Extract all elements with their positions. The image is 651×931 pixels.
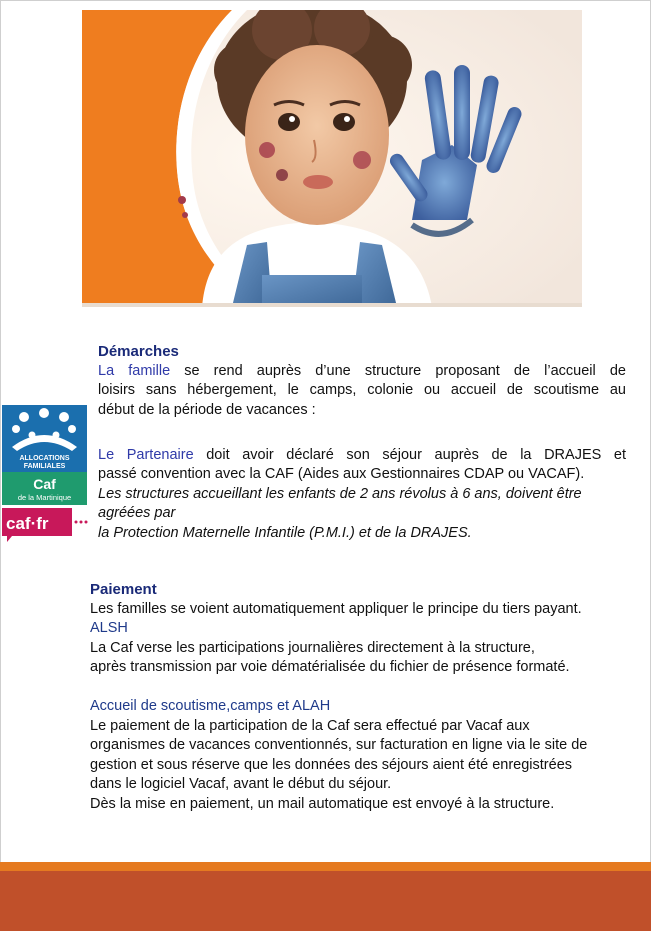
footer-rust-block — [0, 871, 651, 931]
partenaire-line-1 — [98, 446, 626, 466]
accueil-label: Accueil de scoutisme,camps et ALAH — [90, 698, 331, 714]
alsh-label: ALSH — [90, 620, 128, 636]
caf-martinique-logo — [2, 405, 87, 505]
italic-note-2: agréées par — [98, 505, 176, 521]
footer-orange-strip — [0, 862, 651, 871]
accueil-line-1: Le paiement de la participation de la Caf sera effectué par Vacaf aux — [90, 717, 530, 734]
spacer — [98, 420, 626, 440]
caf-logo-text-1: ALLOCATIONS — [19, 455, 70, 462]
caf-fr-logo — [2, 508, 89, 542]
accueil-line-5: Dès la mise en paiement, un mail automatique est envoyé à la structure. — [90, 795, 555, 812]
famille-line-2: loisirs sans hébergement, le camps, colonie ou accueil de scoutisme au — [98, 382, 626, 398]
caf-logo-text-4: de la Martinique — [17, 493, 72, 502]
paiement-line-1: Les familles se voient automatiquement appliquer le principe du tiers payant. — [90, 600, 582, 617]
italic-note-1: Les structures accueillant les enfants de 2 ans révolus à 6 ans, doivent être — [98, 485, 582, 502]
partenaire-label: Le Partenaire — [98, 446, 194, 463]
caf-logo-text-2: FAMILIALES — [23, 463, 66, 470]
paiement-heading: Paiement — [90, 581, 157, 598]
demarches-heading: Démarches — [98, 343, 179, 360]
famille-text-1: se rend auprès d’une structure proposant de l’accueil de — [170, 362, 626, 379]
demarches-section — [98, 342, 626, 543]
famille-line-1 — [98, 362, 626, 382]
hero-photo — [82, 10, 582, 307]
italic-note-3: la Protection Maternelle Infantile (P.M.I.) et de la DRAJES. — [98, 524, 472, 541]
alsh-line-2: après transmission par voie dématérialisée du fichier de présence formaté. — [90, 659, 570, 675]
accueil-line-2: organismes de vacances conventionnés, sur facturation en ligne via le site de — [90, 737, 588, 753]
spacer — [90, 678, 635, 698]
partenaire-line-2: passé convention avec la CAF (Aides aux Gestionnaires CDAP ou VACAF). — [98, 466, 585, 482]
famille-label: La famille — [98, 362, 171, 379]
caf-logo-text-3: Caf — [33, 476, 56, 492]
accueil-line-3: gestion et sous réserve que les données des séjours aient été enregistrées — [90, 756, 573, 773]
alsh-line-1: La Caf verse les participations journalières directement à la structure, — [90, 639, 535, 656]
caf-fr-logo-text: caf·fr — [6, 514, 49, 533]
famille-line-3: début de la période de vacances : — [98, 401, 316, 418]
partenaire-text-1: doit avoir déclaré son séjour auprès de la DRAJES et — [193, 446, 626, 463]
paiement-section — [90, 580, 635, 814]
accueil-line-4: dans le logiciel Vacaf, avant le début du séjour. — [90, 776, 392, 792]
